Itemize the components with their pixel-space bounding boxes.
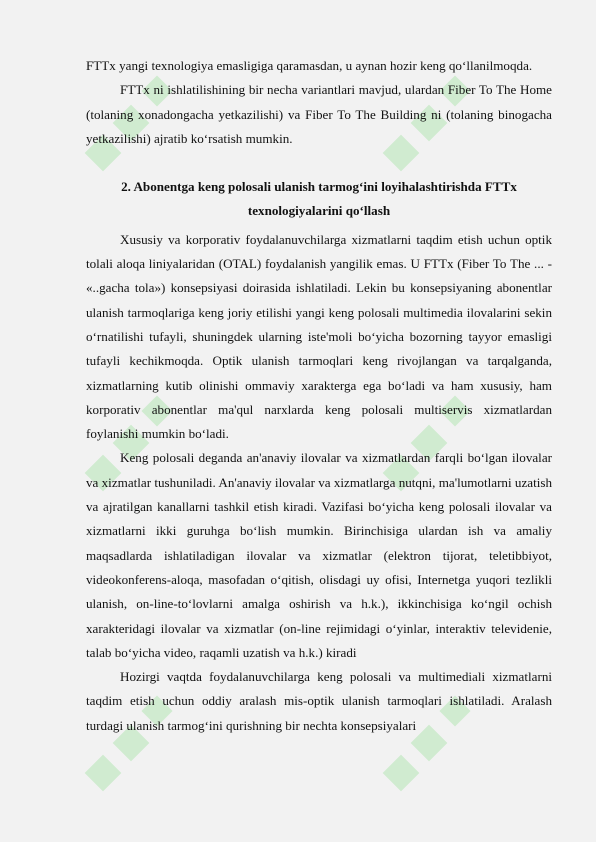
section-heading-line: 2. Abonentga keng polosali ulanish tarmog‘ini loyihalashtirishda FTTx (121, 179, 517, 195)
paragraph: Keng polosali deganda an'anaviy ilovalar va xizmatlardan farqli bo‘lgan ilovalar va xizmatlar tushuniladi. An'anaviy ilovalar va xizmatlarga nutqni, ma'lumotlarni uzatish va ajratilgan kanallarni tashkil etish kiradi. Vazifasi bo‘yicha keng polosali ilovalar va xizmatlarni ikki guruhga bo‘lish mumkin. Birinchisiga ulardan ish va amaliy maqsadlarda ishlatiladigan ilovalar va xizmatlar (elektron tijorat, teletibbiyot, videokonferens-aloqa, masofadan o‘qitish, olisdagi uy ofisi, Internetga yuqori tezlikli ulanish, on-line-to‘lovlarni amalga oshirish va h.k.), ikkinchisiga ko‘ngil ochish xarakteridagi ilovalar va xizmatlar (on-line rejimidagi o‘yinlar, interaktiv televidenie, talab bo‘yicha video, raqamli uzatish va h.k.) kiradi (86, 450, 552, 660)
paragraph: Xususiy va korporativ foydalanuvchilarga xizmatlarni taqdim etish uchun optik tolali aloqa liniyalaridan (OTAL) foydalanish yangilik emas. U FTTx (Fiber To The ... - «..gacha tola») konsepsiyasi doirasida ishlatiladi. Lekin bu konsepsiyaning abonentlar ulanish tarmoqlariga keng joriy etilishi yangi keng polosali multimedia ilovalarini sekin o‘rnatilishi tufayli, shuningdek ularning iste'moli bo‘yicha bozorning tayyor emasligi tufayli kechikmoqda. Optik ulanish tarmoqlari keng rivojlangan va tarqalganda, xizmatlarning kutib olinishi ommaviy xarakterga ega bo‘ladi va ham xususiy, ham korporativ abonentlar ma'qul narxlarda keng polosali multiservis xizmatlardan foylanishi mumkin bo‘ladi. (86, 231, 552, 442)
paragraph: FTTx yangi texnologiya emasligiga qaramasdan, u aynan hozir keng qo‘llanilmoqda. (86, 58, 533, 73)
document-body (86, 54, 552, 738)
section-heading (86, 175, 552, 224)
paragraph: FTTx ni ishlatilishining bir necha variantlari mavjud, ulardan Fiber To The Home (tolaning xonadongacha yetkazilishi) va Fiber To The Building ni (tolaning binogacha yetkazilishi) ajratib ko‘rsatish mumkin. (86, 82, 552, 146)
section-heading-line: texnologiyalarini qo‘llash (247, 203, 391, 219)
paragraph: Hozirgi vaqtda foydalanuvchilarga keng polosali va multimediali xizmatlarni taqdim etish uchun oddiy aralash mis-optik ulanish tarmoqlari ishlatiladi. Aralash turdagi ulanish tarmog‘ini qurishning bir nechta konsepsiyalari (86, 669, 552, 733)
spacer (86, 151, 552, 175)
